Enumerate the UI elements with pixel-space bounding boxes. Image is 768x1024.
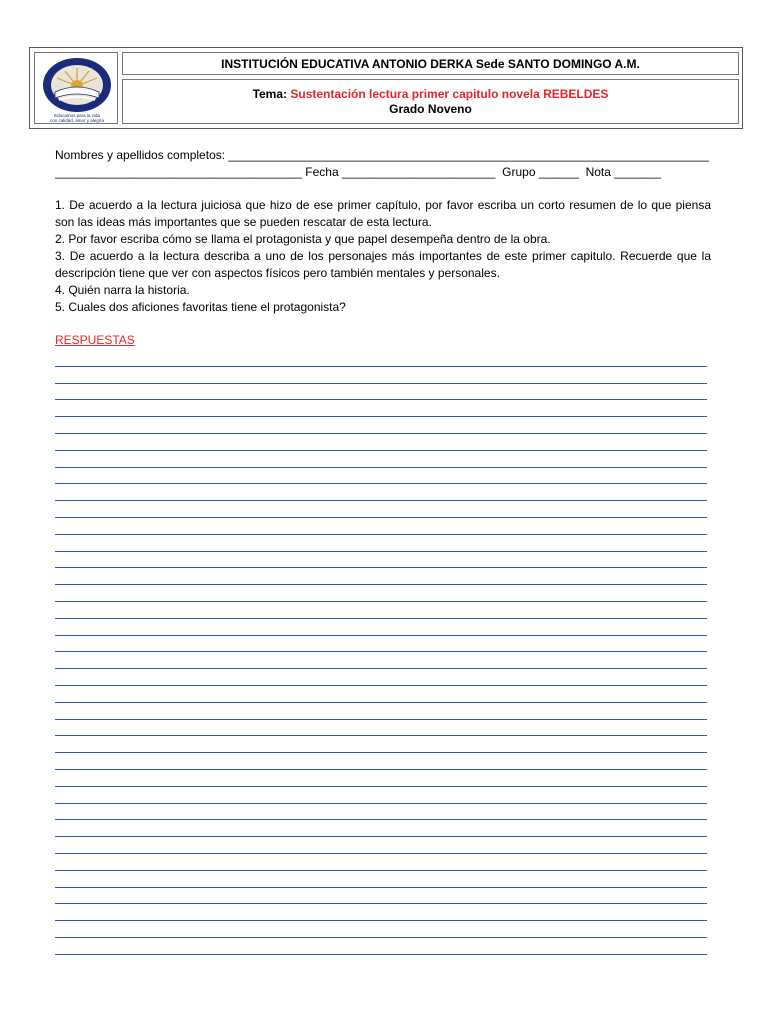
- spacer: [55, 316, 711, 332]
- answer-line[interactable]: [55, 820, 707, 837]
- answer-line[interactable]: [55, 417, 707, 434]
- respuestas-heading: RESPUESTAS: [55, 333, 135, 347]
- answer-line[interactable]: [55, 804, 707, 821]
- header-table: [29, 47, 743, 129]
- answer-line[interactable]: [55, 652, 707, 669]
- answer-line[interactable]: [55, 568, 707, 585]
- tema-label: Tema:: [252, 86, 288, 101]
- answer-line[interactable]: [55, 720, 707, 737]
- answer-line[interactable]: [55, 686, 707, 703]
- names-blank-continued[interactable]: _____________________________________: [55, 165, 302, 179]
- grado-label: Grado Noveno: [389, 101, 472, 116]
- date-group-line: [55, 164, 711, 181]
- tema-cell: [122, 79, 739, 124]
- answer-line[interactable]: [55, 854, 707, 871]
- school-crest-icon: [41, 56, 113, 114]
- grupo-blank[interactable]: ______: [538, 165, 579, 179]
- question-4: 4. Quién narra la historia.: [55, 283, 190, 297]
- question-2: 2. Por favor escriba cómo se llama el protagonista y que papel desempeña dentro de la obra.: [55, 232, 551, 246]
- question-5: 5. Cuales dos aficiones favoritas tiene el protagonista?: [55, 300, 346, 314]
- answer-line[interactable]: [55, 736, 707, 753]
- question-1: 1. De acuerdo a la lectura juiciosa que hizo de ese primer capítulo, por favor escriba un corto resumen de lo que piensa son las ideas más importantes que se pueden rescatar de esta lectura.: [55, 198, 711, 229]
- tema-text: Sustentación lectura primer capitulo novela REBELDES: [290, 86, 609, 101]
- answer-line[interactable]: [55, 434, 707, 451]
- spacer: [55, 181, 711, 197]
- worksheet-body: [55, 147, 711, 349]
- answer-line[interactable]: [55, 921, 707, 938]
- answer-line[interactable]: [55, 888, 707, 905]
- answer-line[interactable]: [55, 904, 707, 921]
- answer-line[interactable]: [55, 669, 707, 686]
- answer-line[interactable]: [55, 753, 707, 770]
- answer-line[interactable]: [55, 636, 707, 653]
- answer-line[interactable]: [55, 787, 707, 804]
- answer-line[interactable]: [55, 602, 707, 619]
- answer-line[interactable]: [55, 770, 707, 787]
- fecha-label: Fecha: [305, 165, 339, 179]
- answer-lines[interactable]: [55, 350, 707, 955]
- names-line: [55, 147, 711, 164]
- answer-line[interactable]: [55, 837, 707, 854]
- answer-line[interactable]: [55, 468, 707, 485]
- answer-line[interactable]: [55, 400, 707, 417]
- answer-line[interactable]: [55, 535, 707, 552]
- answer-line[interactable]: [55, 350, 707, 367]
- answer-line[interactable]: [55, 518, 707, 535]
- answer-line[interactable]: [55, 451, 707, 468]
- question-3: 3. De acuerdo a la lectura describa a uno de los personajes más importantes de este primer capitulo. Recuerde que la descripción tiene que ver con aspectos físicos pero también mentales y personales.: [55, 249, 711, 280]
- answer-line[interactable]: [55, 552, 707, 569]
- logo-caption-line-1: Educamos para la vida: [54, 113, 100, 118]
- logo-caption-line-2: con calidad, amor y alegría: [49, 118, 105, 123]
- nota-label: Nota: [585, 165, 611, 179]
- school-logo: [34, 52, 118, 124]
- answer-line[interactable]: [55, 703, 707, 720]
- answer-line[interactable]: [55, 367, 707, 384]
- tema-line: [253, 87, 609, 102]
- names-blank[interactable]: ________________________________________________________________________: [228, 148, 709, 162]
- answer-line[interactable]: [55, 585, 707, 602]
- logo-caption: [38, 113, 116, 123]
- institution-title: INSTITUCIÓN EDUCATIVA ANTONIO DERKA Sede SANTO DOMINGO A.M.: [122, 52, 739, 75]
- names-label: Nombres y apellidos completos:: [55, 148, 226, 162]
- fecha-blank[interactable]: _______________________: [341, 165, 496, 179]
- answer-line[interactable]: [55, 619, 707, 636]
- nota-blank[interactable]: _______: [614, 165, 661, 179]
- answer-line[interactable]: [55, 938, 707, 955]
- answer-line[interactable]: [55, 871, 707, 888]
- answer-line[interactable]: [55, 501, 707, 518]
- grupo-label: Grupo: [502, 165, 536, 179]
- answer-line[interactable]: [55, 384, 707, 401]
- answer-line[interactable]: [55, 484, 707, 501]
